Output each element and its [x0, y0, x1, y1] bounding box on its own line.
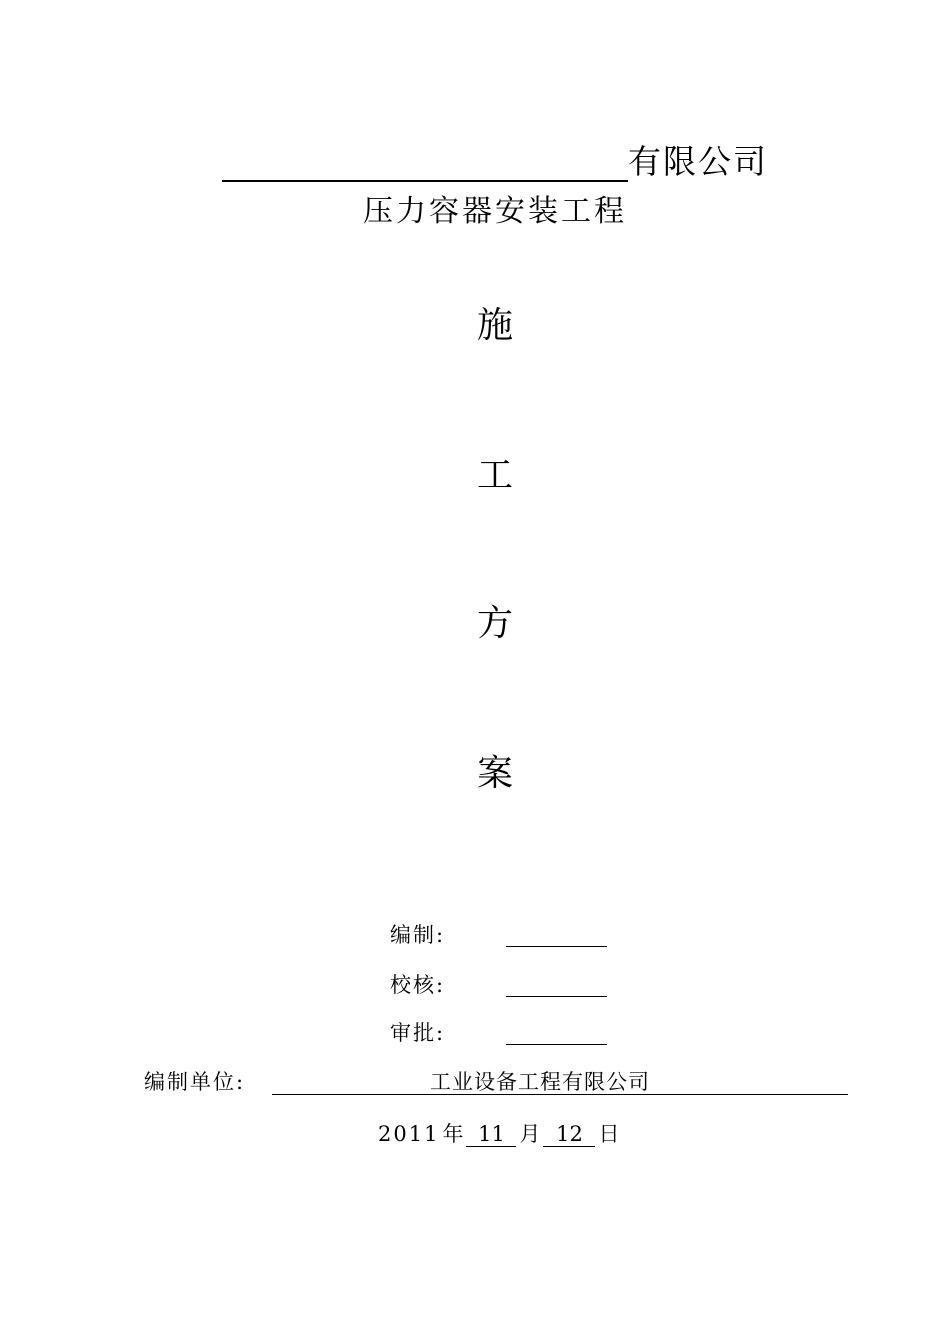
compiling-unit-label: 编制单位:	[144, 1070, 246, 1094]
title-char-1: 施	[476, 305, 513, 346]
date-year-unit: 年	[442, 1122, 464, 1146]
date-month-unit: 月	[519, 1122, 541, 1146]
compiling-unit-row	[144, 1066, 854, 1098]
company-name-line	[222, 140, 782, 184]
company-name-blank	[222, 180, 628, 182]
compiling-unit-field	[272, 1066, 848, 1095]
approved-by-row	[390, 1018, 620, 1048]
project-title: 压力容器安装工程	[363, 194, 627, 229]
date-day: 12	[543, 1118, 595, 1147]
checked-by-label: 校核:	[390, 973, 446, 997]
compiled-by-blank	[506, 946, 607, 947]
date-row	[378, 1118, 638, 1150]
title-char-2: 工	[476, 455, 513, 496]
checked-by-blank	[506, 996, 607, 997]
date-month: 11	[466, 1118, 516, 1147]
date-day-unit: 日	[598, 1122, 620, 1146]
title-char-3: 方	[476, 603, 513, 644]
date-year: 2011	[378, 1122, 440, 1146]
checked-by-row	[390, 970, 620, 1000]
approved-by-label: 审批:	[390, 1021, 446, 1045]
title-char-4: 案	[476, 753, 513, 794]
compiled-by-row	[390, 920, 620, 950]
compiled-by-label: 编制:	[390, 923, 446, 947]
compiling-unit-value: 工业设备工程有限公司	[430, 1070, 650, 1094]
approved-by-blank	[506, 1044, 607, 1045]
company-suffix: 有限公司	[628, 142, 768, 181]
